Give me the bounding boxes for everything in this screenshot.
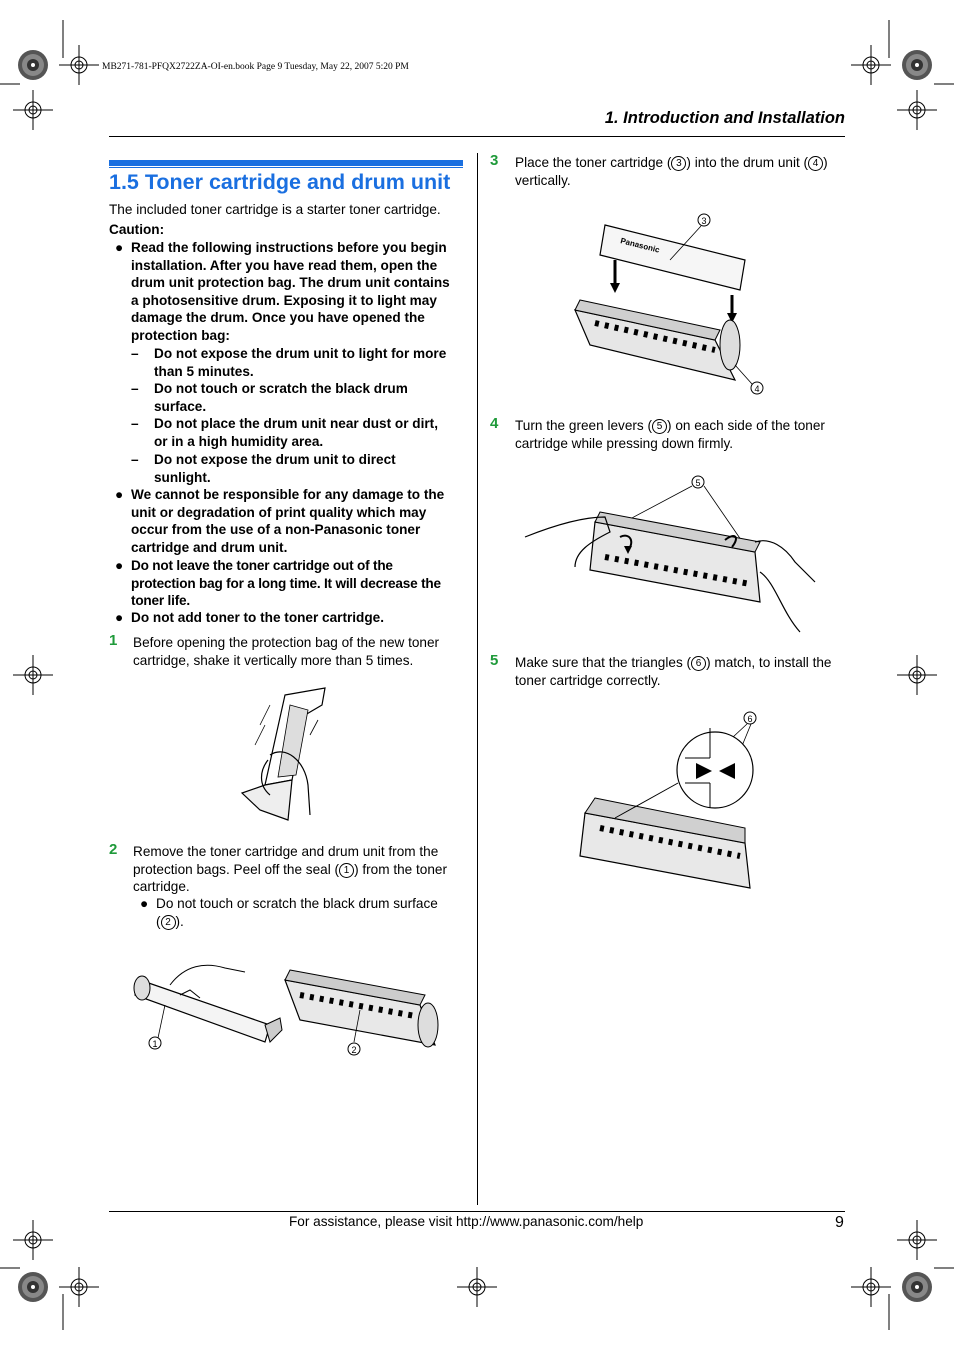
callout-3-label: 3 xyxy=(701,216,707,226)
bullet-dot: ● xyxy=(115,610,124,625)
caution-label: Caution: xyxy=(109,222,165,237)
insert-cartridge-illustration xyxy=(565,205,770,395)
caution-bullet: Do not leave the toner cartridge out of the protection bag for a long time. It will decrease the toner life. xyxy=(131,558,441,609)
step-text: Remove the toner cartridge and drum unit from the protection bags. Peel off the seal ( 1 ) from the toner cartridge. xyxy=(133,844,447,895)
bullet-dot: ● xyxy=(115,558,124,573)
callout-6-label: 6 xyxy=(747,714,753,724)
callout-5-label: 5 xyxy=(695,478,701,488)
bullet-dot: ● xyxy=(115,487,124,502)
color-wheel-icon xyxy=(18,50,48,80)
bullet-dot: ● xyxy=(115,240,124,255)
callout-2-label: 2 xyxy=(351,1045,357,1055)
registration-mark-icon xyxy=(59,1267,99,1307)
page-number: 9 xyxy=(835,1214,844,1231)
callout-2: 2 xyxy=(161,915,176,930)
registration-mark-icon xyxy=(851,45,891,85)
registration-mark-icon xyxy=(457,1267,497,1307)
green-levers-illustration xyxy=(520,472,820,637)
registration-mark-icon xyxy=(897,1220,937,1260)
bullet-dot: ● xyxy=(140,896,149,911)
step-number: 3 xyxy=(490,152,499,169)
registration-mark-icon xyxy=(13,1220,53,1260)
color-wheel-icon xyxy=(902,1272,932,1302)
cartridge-and-drum-illustration xyxy=(130,950,450,1060)
header-rule xyxy=(109,136,845,137)
callout-4-label: 4 xyxy=(754,384,760,394)
caution-dash-item: Do not touch or scratch the black drum surface. xyxy=(154,381,408,414)
cartridge-brand-label: Panasonic xyxy=(619,236,661,255)
registration-mark-icon xyxy=(13,90,53,130)
dash-mark: – xyxy=(131,381,139,396)
callout-1: 1 xyxy=(339,863,354,878)
page-title: 1.5 Toner cartridge and drum unit xyxy=(109,170,451,194)
step-number: 4 xyxy=(490,415,499,432)
callout-1-label: 1 xyxy=(152,1039,158,1049)
registration-mark-icon xyxy=(59,45,99,85)
step-text: Turn the green levers ( 5 ) on each side of the toner cartridge while pressing down firmly. xyxy=(515,418,825,451)
color-wheel-icon xyxy=(902,50,932,80)
callout-6: 6 xyxy=(691,656,706,671)
step-number: 2 xyxy=(109,841,118,858)
triangles-match-illustration xyxy=(575,708,765,898)
title-bar xyxy=(109,160,463,166)
registration-mark-icon xyxy=(851,1267,891,1307)
section-header: 1. Introduction and Installation xyxy=(604,109,845,127)
caution-dash-item: Do not expose the drum unit to direct sunlight. xyxy=(154,452,396,485)
caution-dash-item: Do not expose the drum unit to light for more than 5 minutes. xyxy=(154,346,447,379)
shake-bag-illustration xyxy=(230,685,340,825)
registration-mark-icon xyxy=(13,655,53,695)
caution-bullet: We cannot be responsible for any damage to the unit or degradation of print quality which may occur from the use of a non-Panasonic toner cartridge and drum unit. xyxy=(131,487,445,555)
color-wheel-icon xyxy=(18,1272,48,1302)
callout-3: 3 xyxy=(671,156,686,171)
step-text: Place the toner cartridge ( 3 ) into the drum unit ( 4 ) vertically. xyxy=(515,155,828,188)
dash-mark: – xyxy=(131,416,139,431)
footer-rule xyxy=(109,1211,845,1212)
title-bar-thin xyxy=(109,167,463,168)
registration-mark-icon xyxy=(897,90,937,130)
step-number: 5 xyxy=(490,652,499,669)
callout-4: 4 xyxy=(808,156,823,171)
dash-mark: – xyxy=(131,346,139,361)
caution-dash-item: Do not place the drum unit near dust or dirt, or in a high humidity area. xyxy=(154,416,438,449)
caution-bullet: Do not add toner to the toner cartridge. xyxy=(131,610,384,625)
step-sub-bullet: Do not touch or scratch the black drum surface ( 2 ). xyxy=(156,896,438,929)
book-info: MB271-781-PFQX2722ZA-OI-en.book Page 9 Tuesday, May 22, 2007 5:20 PM xyxy=(102,62,409,72)
footer-text: For assistance, please visit http://www.panasonic.com/help xyxy=(289,1214,644,1229)
column-divider xyxy=(477,153,478,1205)
intro-text: The included toner cartridge is a starter toner cartridge. xyxy=(109,202,441,217)
callout-5: 5 xyxy=(652,419,667,434)
step-text: Before opening the protection bag of the new toner cartridge, shake it vertically more than 5 times. xyxy=(133,635,440,668)
step-number: 1 xyxy=(109,632,118,649)
step-text: Make sure that the triangles ( 6 ) match, to install the toner cartridge correctly. xyxy=(515,655,832,688)
registration-mark-icon xyxy=(897,655,937,695)
caution-bullet: Read the following instructions before you begin installation. After you have read them, open the drum unit protection bag. The drum unit contains a photosensitive drum. Exposing it to light may damage the drum. Once you have opened the protection bag: xyxy=(131,240,450,343)
dash-mark: – xyxy=(131,452,139,467)
